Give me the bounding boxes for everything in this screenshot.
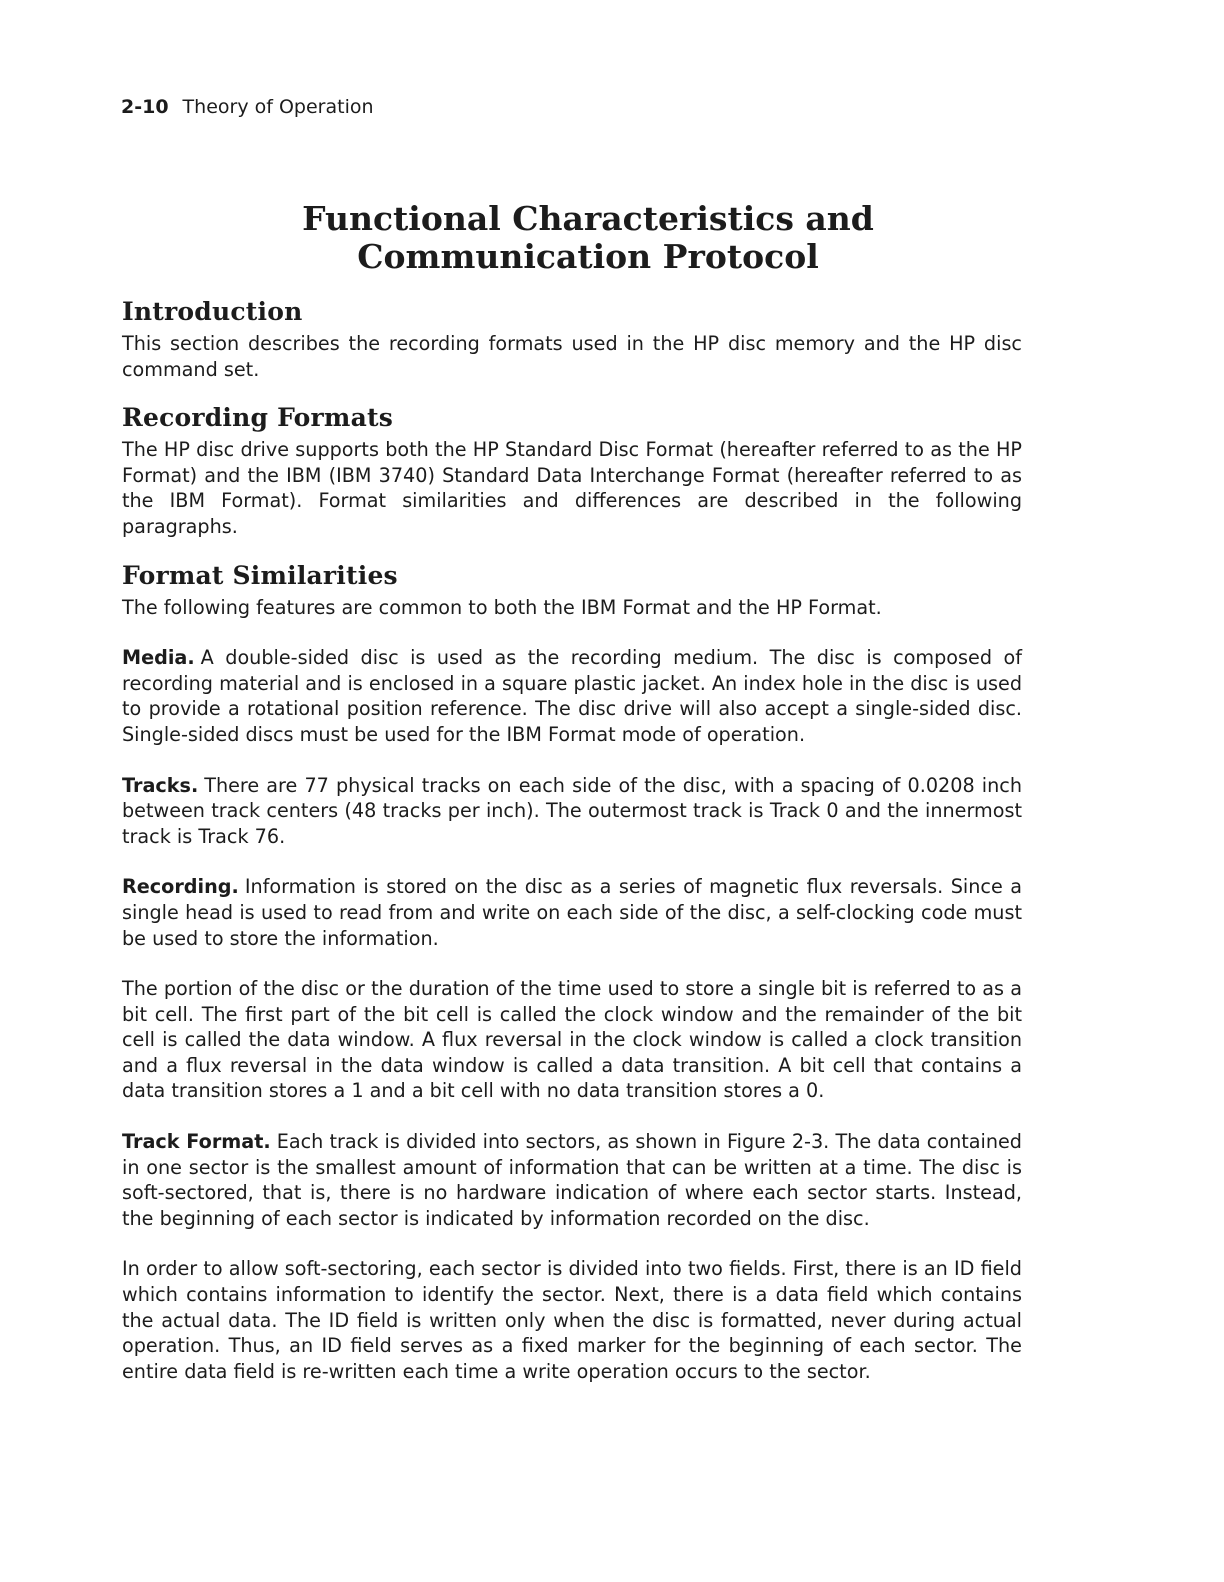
chapter-title-line-1: Functional Characteristics and (302, 199, 874, 238)
paragraph-bit-cell: The portion of the disc or the duration of the time used to store a single bit is referred to as a bit cell. The first part of the bit cell is called the clock window and the remainder of the bit cell is called the data window. A flux reversal in the clock window is called a clock transition and a flux reversal in the data window is called a data transition. A bit cell that contains a data transition stores a 1 and a bit cell with no data transition stores a 0. (122, 977, 1022, 1103)
chapter-name: Theory of Operation (182, 96, 374, 118)
paragraph-recording-formats: The HP disc drive supports both the HP Standard Disc Format (hereafter referred to as the HP Format) and the IBM (IBM 3740) Standard Data Interchange Format (hereafter referred to as the IBM Format). Format similarities and differences are described in the following paragraphs. (122, 438, 1022, 538)
chapter-title (200, 200, 976, 276)
paragraph-format-similarities: The following features are common to both the IBM Format and the HP Format. (122, 595, 882, 619)
heading-format-similarities: Format Similarities (122, 560, 398, 590)
paragraph-recording (122, 874, 1022, 951)
run-in-track-format: Track Format. (122, 1130, 271, 1154)
chapter-title-line-2: Communication Protocol (357, 237, 819, 276)
run-in-tracks: Tracks. (122, 773, 199, 797)
heading-recording-formats: Recording Formats (122, 403, 393, 433)
running-head (121, 94, 374, 120)
page-content (122, 297, 1022, 1384)
paragraph-tracks (122, 773, 1022, 850)
text-tracks: There are 77 physical tracks on each side of the disc, with a spacing of 0.0208 inch between track centers (48 tracks per inch). The outermost track is Track 0 and the innermost track is Track 76. (122, 773, 1022, 848)
paragraph-soft-sectoring: In order to allow soft-sectoring, each sector is divided into two fields. First, there is an ID field which contains information to identify the sector. Next, there is a data field which contains the actual data. The ID field is written only when the disc is formatted, never during actual operation. Thus, an ID field serves as a fixed marker for the beginning of each sector. The entire data field is re-written each time a write operation occurs to the sector. (122, 1257, 1022, 1383)
run-in-recording: Recording. (122, 875, 239, 899)
paragraph-track-format (122, 1129, 1022, 1231)
text-media: A double-sided disc is used as the recording medium. The disc is composed of recording material and is enclosed in a square plastic jacket. An index hole in the disc is used to provide a rotational position reference. The disc drive will also accept a single-sided disc. Single-sided discs must be used for the IBM Format mode of operation. (122, 646, 1022, 746)
run-in-media: Media. (122, 646, 195, 670)
text-track-format: Each track is divided into sectors, as shown in Figure 2-3. The data contained in one sector is the smallest amount of information that can be written at a time. The disc is soft-sectored, that is, there is no hardware indication of where each sector starts. Instead, the beginning of each sector is indicated by information recorded on the disc. (122, 1130, 1022, 1230)
paragraph-introduction: This section describes the recording formats used in the HP disc memory and the HP disc command set. (122, 332, 1022, 381)
heading-introduction: Introduction (122, 297, 303, 326)
page-number: 2-10 (121, 96, 169, 118)
text-recording: Information is stored on the disc as a series of magnetic flux reversals. Since a single head is used to read from and write on each side of the disc, a self-clocking code must be used to store the information. (122, 875, 1022, 950)
paragraph-media (122, 645, 1022, 747)
